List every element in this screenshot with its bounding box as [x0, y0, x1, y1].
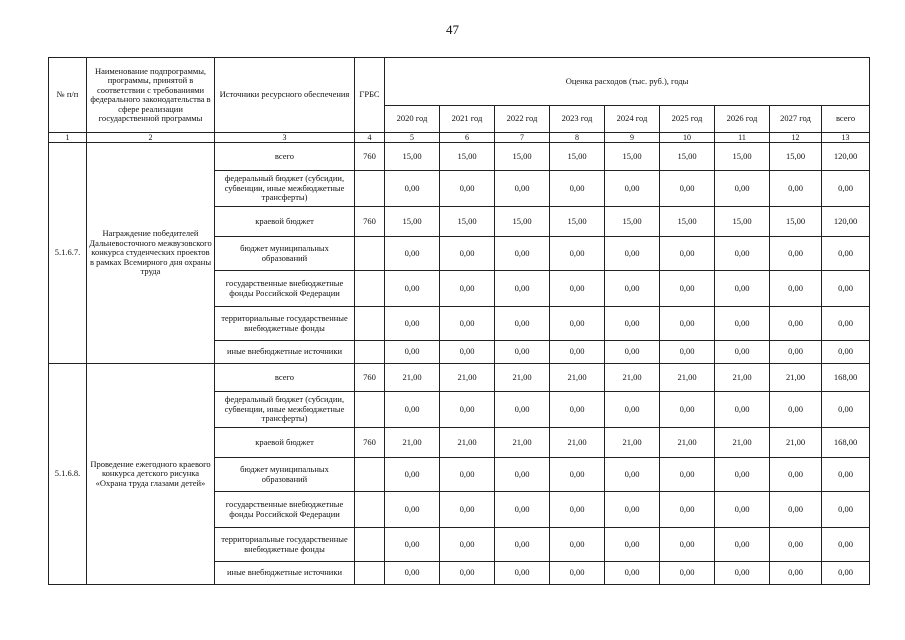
funding-source: всего: [215, 364, 355, 392]
grbs-code: 760: [355, 364, 385, 392]
amount-cell: 0,00: [715, 237, 770, 271]
grbs-code: [355, 237, 385, 271]
amount-cell: 0,00: [660, 307, 715, 341]
amount-cell: 0,00: [385, 307, 440, 341]
table-row: [49, 143, 870, 171]
amount-cell: 0,00: [495, 492, 550, 528]
amount-cell: 120,00: [822, 143, 870, 171]
amount-cell: 0,00: [715, 392, 770, 428]
grbs-code: [355, 307, 385, 341]
header-year: 2022 год: [495, 106, 550, 133]
amount-cell: 0,00: [660, 271, 715, 307]
grbs-code: 760: [355, 207, 385, 237]
amount-cell: 21,00: [440, 428, 495, 458]
amount-cell: 0,00: [715, 528, 770, 562]
amount-cell: 0,00: [385, 171, 440, 207]
amount-cell: 0,00: [770, 307, 822, 341]
amount-cell: 21,00: [770, 364, 822, 392]
amount-cell: 15,00: [495, 207, 550, 237]
amount-cell: 0,00: [715, 307, 770, 341]
funding-source: бюджет муниципальных образований: [215, 458, 355, 492]
funding-source: всего: [215, 143, 355, 171]
amount-cell: 0,00: [605, 562, 660, 585]
amount-cell: 15,00: [440, 143, 495, 171]
amount-cell: 0,00: [550, 458, 605, 492]
amount-cell: 0,00: [605, 307, 660, 341]
column-index: 6: [440, 133, 495, 143]
amount-cell: 21,00: [715, 428, 770, 458]
amount-cell: 0,00: [605, 458, 660, 492]
header-grbs: ГРБС: [355, 58, 385, 133]
funding-source: государственные внебюджетные фонды Российской Федерации: [215, 492, 355, 528]
header-year: 2020 год: [385, 106, 440, 133]
amount-cell: 0,00: [715, 171, 770, 207]
amount-cell: 0,00: [605, 392, 660, 428]
header-year: 2023 год: [550, 106, 605, 133]
amount-cell: 0,00: [550, 392, 605, 428]
grbs-code: [355, 528, 385, 562]
amount-cell: 0,00: [385, 458, 440, 492]
header-estimate: Оценка расходов (тыс. руб.), годы: [385, 58, 870, 106]
column-index: 3: [215, 133, 355, 143]
amount-cell: 0,00: [822, 271, 870, 307]
amount-cell: 0,00: [440, 237, 495, 271]
amount-cell: 0,00: [550, 341, 605, 364]
grbs-code: [355, 458, 385, 492]
amount-cell: 0,00: [715, 341, 770, 364]
amount-cell: 0,00: [770, 492, 822, 528]
amount-cell: 0,00: [660, 562, 715, 585]
amount-cell: 120,00: [822, 207, 870, 237]
amount-cell: 15,00: [605, 207, 660, 237]
amount-cell: 0,00: [495, 341, 550, 364]
amount-cell: 0,00: [605, 341, 660, 364]
grbs-code: [355, 341, 385, 364]
amount-cell: 21,00: [770, 428, 822, 458]
amount-cell: 0,00: [605, 271, 660, 307]
grbs-code: 760: [355, 428, 385, 458]
header-num: № п/п: [49, 58, 87, 133]
amount-cell: 0,00: [385, 341, 440, 364]
amount-cell: 0,00: [715, 271, 770, 307]
column-index-row: [49, 133, 870, 143]
column-index: 5: [385, 133, 440, 143]
amount-cell: 0,00: [822, 528, 870, 562]
header-name: Наименование подпрограммы, программы, принятой в соответствии с требованиями федерального законодательства в сфере реализации государственной программы: [87, 58, 215, 133]
amount-cell: 0,00: [440, 271, 495, 307]
funding-source: краевой бюджет: [215, 428, 355, 458]
amount-cell: 21,00: [440, 364, 495, 392]
amount-cell: 0,00: [385, 237, 440, 271]
amount-cell: 0,00: [770, 458, 822, 492]
amount-cell: 0,00: [605, 237, 660, 271]
amount-cell: 0,00: [495, 562, 550, 585]
amount-cell: 21,00: [605, 428, 660, 458]
amount-cell: 15,00: [660, 143, 715, 171]
amount-cell: 0,00: [605, 492, 660, 528]
amount-cell: 0,00: [495, 171, 550, 207]
amount-cell: 15,00: [550, 143, 605, 171]
amount-cell: 15,00: [495, 143, 550, 171]
amount-cell: 0,00: [822, 562, 870, 585]
funding-source: иные внебюджетные источники: [215, 341, 355, 364]
amount-cell: 0,00: [385, 528, 440, 562]
amount-cell: 0,00: [660, 528, 715, 562]
column-index: 7: [495, 133, 550, 143]
header-year: 2027 год: [770, 106, 822, 133]
amount-cell: 21,00: [660, 428, 715, 458]
amount-cell: 0,00: [550, 528, 605, 562]
amount-cell: 0,00: [660, 392, 715, 428]
amount-cell: 168,00: [822, 364, 870, 392]
amount-cell: 0,00: [550, 237, 605, 271]
amount-cell: 0,00: [715, 492, 770, 528]
amount-cell: 0,00: [440, 562, 495, 585]
amount-cell: 21,00: [495, 428, 550, 458]
amount-cell: 21,00: [660, 364, 715, 392]
amount-cell: 0,00: [770, 171, 822, 207]
funding-source: федеральный бюджет (субсидии, субвенции, иные межбюджетные трансферты): [215, 171, 355, 207]
amount-cell: 0,00: [660, 341, 715, 364]
amount-cell: 0,00: [440, 341, 495, 364]
grbs-code: [355, 171, 385, 207]
amount-cell: 0,00: [440, 492, 495, 528]
page-number: 47: [446, 22, 459, 37]
amount-cell: 21,00: [550, 428, 605, 458]
amount-cell: 0,00: [770, 562, 822, 585]
amount-cell: 15,00: [770, 207, 822, 237]
amount-cell: 0,00: [440, 458, 495, 492]
amount-cell: 15,00: [440, 207, 495, 237]
column-index: 1: [49, 133, 87, 143]
amount-cell: 0,00: [715, 458, 770, 492]
column-index: 4: [355, 133, 385, 143]
amount-cell: 0,00: [550, 171, 605, 207]
amount-cell: 0,00: [550, 492, 605, 528]
amount-cell: 0,00: [822, 171, 870, 207]
amount-cell: 0,00: [385, 492, 440, 528]
amount-cell: 0,00: [440, 392, 495, 428]
amount-cell: 21,00: [605, 364, 660, 392]
amount-cell: 0,00: [495, 392, 550, 428]
amount-cell: 0,00: [550, 562, 605, 585]
funding-source: иные внебюджетные источники: [215, 562, 355, 585]
amount-cell: 0,00: [770, 341, 822, 364]
amount-cell: 0,00: [495, 271, 550, 307]
amount-cell: 0,00: [440, 171, 495, 207]
amount-cell: 0,00: [822, 392, 870, 428]
amount-cell: 15,00: [550, 207, 605, 237]
amount-cell: 0,00: [495, 307, 550, 341]
amount-cell: 15,00: [715, 143, 770, 171]
amount-cell: 168,00: [822, 428, 870, 458]
amount-cell: 15,00: [770, 143, 822, 171]
amount-cell: 15,00: [660, 207, 715, 237]
header-year: 2026 год: [715, 106, 770, 133]
funding-source: территориальные государственные внебюджетные фонды: [215, 528, 355, 562]
amount-cell: 0,00: [770, 528, 822, 562]
amount-cell: 0,00: [605, 528, 660, 562]
amount-cell: 0,00: [385, 271, 440, 307]
amount-cell: 0,00: [822, 458, 870, 492]
grbs-code: 760: [355, 143, 385, 171]
amount-cell: 0,00: [715, 562, 770, 585]
header-year: 2021 год: [440, 106, 495, 133]
column-index: 10: [660, 133, 715, 143]
section-name: Награждение победителей Дальневосточного межвузовского конкурса студенческих проектов в рамках Всемирного дня охраны труда: [87, 143, 215, 364]
amount-cell: 0,00: [822, 237, 870, 271]
amount-cell: 0,00: [822, 307, 870, 341]
amount-cell: 0,00: [440, 528, 495, 562]
amount-cell: 0,00: [660, 171, 715, 207]
amount-cell: 0,00: [660, 237, 715, 271]
amount-cell: 21,00: [550, 364, 605, 392]
amount-cell: 21,00: [715, 364, 770, 392]
column-index: 9: [605, 133, 660, 143]
header-year: 2024 год: [605, 106, 660, 133]
section-name: Проведение ежегодного краевого конкурса детского рисунка «Охрана труда глазами детей»: [87, 364, 215, 585]
amount-cell: 0,00: [495, 528, 550, 562]
amount-cell: 15,00: [715, 207, 770, 237]
table-body: [49, 143, 870, 585]
amount-cell: 0,00: [440, 307, 495, 341]
amount-cell: 0,00: [770, 271, 822, 307]
column-index: 12: [770, 133, 822, 143]
amount-cell: 0,00: [385, 392, 440, 428]
amount-cell: 0,00: [385, 562, 440, 585]
grbs-code: [355, 271, 385, 307]
section-number: 5.1.6.8.: [49, 364, 87, 585]
budget-table: [48, 57, 870, 585]
grbs-code: [355, 562, 385, 585]
header-sources: Источники ресурсного обеспечения: [215, 58, 355, 133]
amount-cell: 0,00: [550, 307, 605, 341]
amount-cell: 21,00: [385, 428, 440, 458]
amount-cell: 15,00: [605, 143, 660, 171]
amount-cell: 0,00: [770, 392, 822, 428]
amount-cell: 15,00: [385, 143, 440, 171]
amount-cell: 0,00: [605, 171, 660, 207]
amount-cell: 15,00: [385, 207, 440, 237]
column-index: 8: [550, 133, 605, 143]
column-index: 2: [87, 133, 215, 143]
amount-cell: 0,00: [770, 237, 822, 271]
amount-cell: 0,00: [495, 237, 550, 271]
header-year: всего: [822, 106, 870, 133]
amount-cell: 0,00: [660, 492, 715, 528]
amount-cell: 0,00: [550, 271, 605, 307]
amount-cell: 0,00: [660, 458, 715, 492]
funding-source: федеральный бюджет (субсидии, субвенции, иные межбюджетные трансферты): [215, 392, 355, 428]
funding-source: территориальные государственные внебюджетные фонды: [215, 307, 355, 341]
amount-cell: 0,00: [822, 341, 870, 364]
section-number: 5.1.6.7.: [49, 143, 87, 364]
grbs-code: [355, 492, 385, 528]
funding-source: бюджет муниципальных образований: [215, 237, 355, 271]
funding-source: краевой бюджет: [215, 207, 355, 237]
amount-cell: 21,00: [385, 364, 440, 392]
funding-source: государственные внебюджетные фонды Российской Федерации: [215, 271, 355, 307]
amount-cell: 0,00: [822, 492, 870, 528]
header-year: 2025 год: [660, 106, 715, 133]
column-index: 13: [822, 133, 870, 143]
grbs-code: [355, 392, 385, 428]
column-index: 11: [715, 133, 770, 143]
amount-cell: 0,00: [495, 458, 550, 492]
table-row: [49, 364, 870, 392]
amount-cell: 21,00: [495, 364, 550, 392]
